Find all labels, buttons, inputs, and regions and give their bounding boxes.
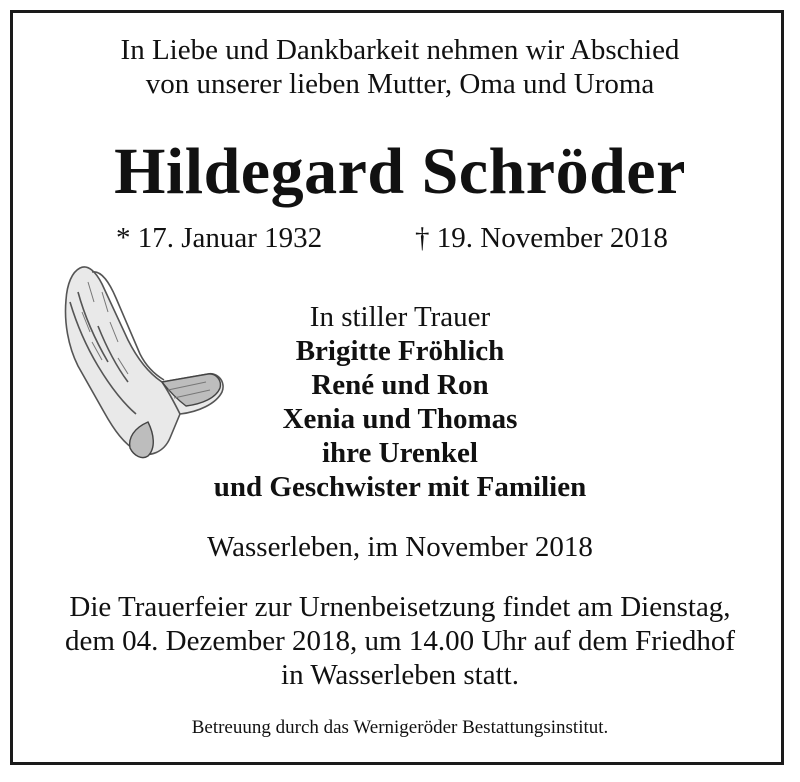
intro-line-2: von unserer lieben Mutter, Oma und Uroma xyxy=(145,68,655,100)
mourner-name: und Geschwister mit Familien xyxy=(213,471,587,503)
place-and-date: Wasserleben, im November 2018 xyxy=(207,531,593,563)
mourner-name: Brigitte Fröhlich xyxy=(295,335,505,367)
ceremony-line-1: Die Trauerfeier zur Urnenbeisetzung findet am Dienstag, xyxy=(69,591,731,623)
mourner-name: René und Ron xyxy=(311,369,489,401)
death-date: † 19. November 2018 xyxy=(415,222,668,254)
mourning-intro: In stiller Trauer xyxy=(309,301,491,333)
mourner-name: Xenia und Thomas xyxy=(282,403,518,435)
mourner-name: ihre Urenkel xyxy=(321,437,478,469)
intro-line-1: In Liebe und Dankbarkeit nehmen wir Abschied xyxy=(120,34,680,66)
ceremony-line-3: in Wasserleben statt. xyxy=(281,659,519,691)
deceased-name: Hildegard Schröder xyxy=(114,135,686,208)
funeral-home-credit: Betreuung durch das Wernigeröder Bestattungsinstitut. xyxy=(191,717,609,738)
ceremony-line-2: dem 04. Dezember 2018, um 14.00 Uhr auf dem Friedhof xyxy=(64,625,736,657)
birth-date: * 17. Januar 1932 xyxy=(116,222,323,254)
